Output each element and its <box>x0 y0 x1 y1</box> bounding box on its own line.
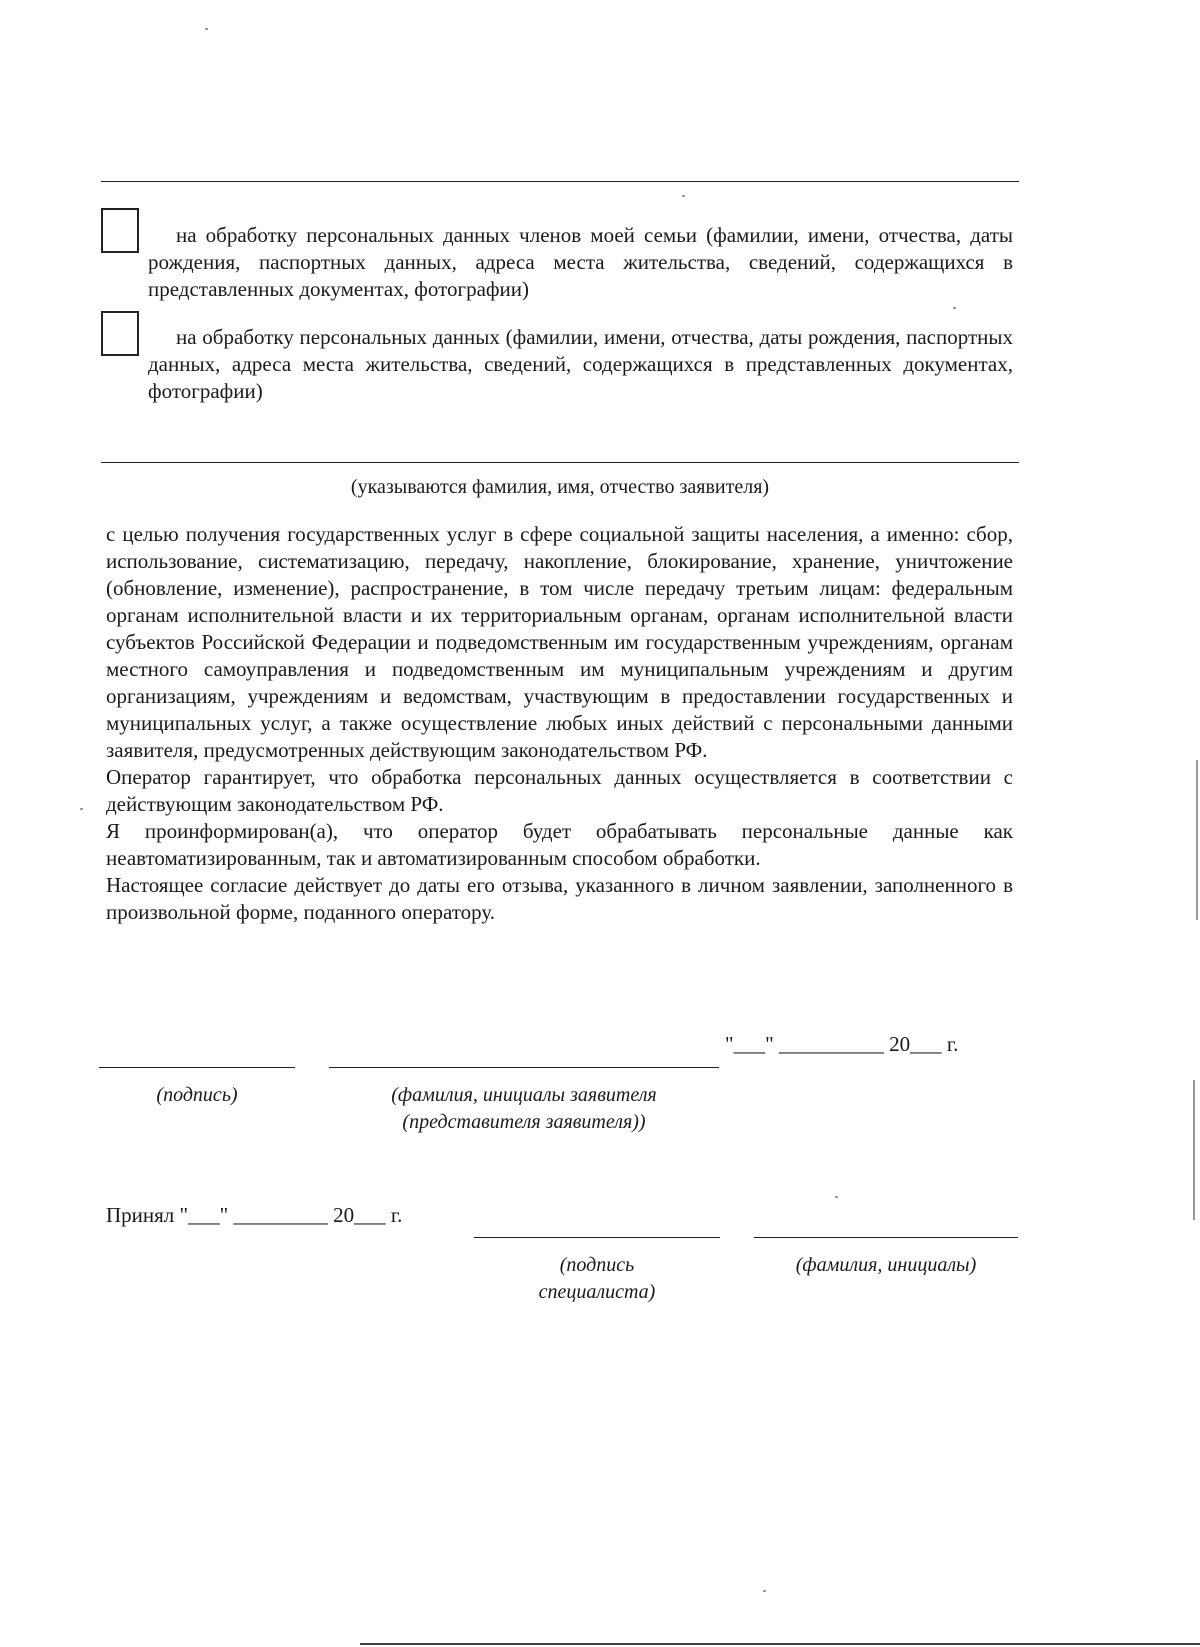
scan-bottom-edge <box>360 1643 1200 1645</box>
validity-paragraph: Настоящее согласие действует до даты его отзыва, указанного в личном заявлении, заполненного в произвольной форме, поданного оператору. <box>106 873 1013 924</box>
applicant-name-caption: (указываются фамилия, имя, отчество заявителя) <box>350 476 770 498</box>
specialist-name-caption: (фамилия, инициалы) <box>795 1254 977 1276</box>
scan-speck <box>835 1196 838 1198</box>
scan-speck <box>953 307 956 309</box>
personal-data-checkbox[interactable] <box>101 311 139 356</box>
scan-speck <box>763 1590 766 1592</box>
scan-edge-mark <box>1196 760 1198 920</box>
applicant-date-line: "___" __________ 20___ г. <box>725 1032 959 1056</box>
consent-body <box>106 521 1013 926</box>
scan-speck <box>205 28 208 30</box>
family-data-checkbox[interactable] <box>101 208 139 253</box>
applicant-name-signature-line <box>329 1067 719 1068</box>
applicant-signature-line <box>99 1067 295 1068</box>
purpose-paragraph: с целью получения государственных услуг в сфере социальной защиты населения, а именно: сбор, использование, систематизацию, передачу, накопление, блокирование, хранение, уничтожение (обновление, изменение), распространение, в том числе передачу третьим лицам: федеральным органам исполнительной власти и их территориальным органам, органам исполнительной власти субъектов Российской Федерации и подведомственным им государственным учреждениям, органам местного самоуправления и подведомственным им муниципальным учреждениям и другим организациям, учреждениям и ведомствам, участвующим в предоставлении государственных и муниципальных услуг, а также осуществление любых иных действий с персональными данными заявителя, предусмотренных действующим законодательством РФ. <box>106 522 1013 762</box>
received-date-line: Принял "___" _________ 20___ г. <box>106 1203 403 1227</box>
scan-edge-mark <box>1193 1080 1195 1220</box>
applicant-signature-caption: (подпись) <box>156 1084 238 1106</box>
applicant-name-line <box>101 462 1019 463</box>
specialist-signature-caption-1: (подпись <box>559 1254 635 1276</box>
family-data-option-text: на обработку персональных данных членов моей семьи (фамилии, имени, отчества, даты рождения, паспортных данных, адреса места жительства, сведений, содержащихся в представленных документах, фотографии) <box>148 223 1013 301</box>
top-blank-line <box>101 181 1019 182</box>
informed-paragraph: Я проинформирован(а), что оператор будет обрабатывать персональные данные как неавтоматизированным, так и автоматизированным способом обработки. <box>106 819 1013 870</box>
operator-guarantee-paragraph: Оператор гарантирует, что обработка персональных данных осуществляется в соответствии с действующим законодательством РФ. <box>106 765 1013 816</box>
specialist-signature-caption-2: специалиста) <box>538 1281 656 1303</box>
scan-speck <box>80 808 83 810</box>
applicant-name-caption-1: (фамилия, инициалы заявителя <box>391 1084 657 1106</box>
applicant-name-caption-2: (представителя заявителя)) <box>402 1111 646 1133</box>
scan-speck <box>682 195 685 197</box>
specialist-signature-line <box>474 1237 720 1238</box>
specialist-name-line <box>754 1237 1018 1238</box>
personal-data-option-text: на обработку персональных данных (фамилии, имени, отчества, даты рождения, паспортных данных, адреса места жительства, сведений, содержащихся в представленных документах, фотографии) <box>148 325 1013 403</box>
